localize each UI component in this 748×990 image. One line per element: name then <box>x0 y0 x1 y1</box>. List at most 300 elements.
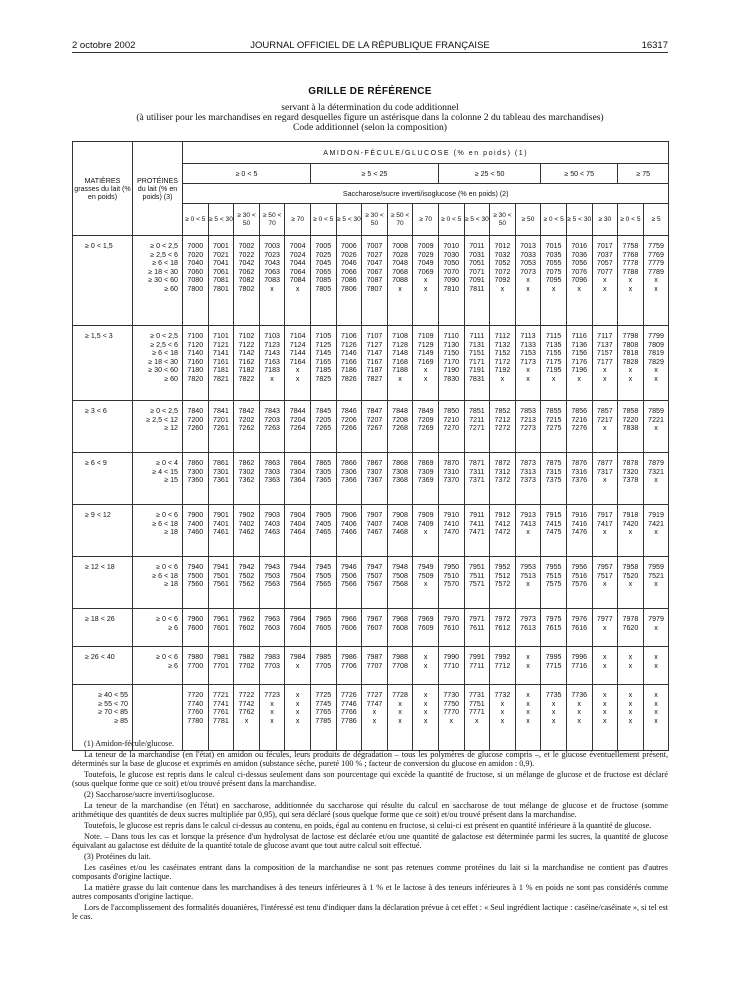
additional-code: 7572 <box>494 580 511 589</box>
additional-code: 7805 <box>315 284 332 293</box>
code-cell <box>643 236 669 326</box>
additional-code: x <box>603 528 607 537</box>
additional-code: 7056 <box>571 259 588 268</box>
protein-range: ≥ 0 < 4 <box>156 459 178 467</box>
additional-code: x <box>654 476 658 485</box>
code-cell <box>618 236 644 326</box>
additional-code: x <box>654 699 658 708</box>
protein-range <box>133 700 178 709</box>
additional-code: 7177 <box>596 357 613 366</box>
additional-code: x <box>526 661 530 670</box>
additional-code: 7013 <box>520 242 536 250</box>
additional-code: 7025 <box>315 250 332 259</box>
additional-code: 7742 <box>238 699 255 708</box>
additional-code: 7610 <box>443 623 460 632</box>
amidon-header: AMIDON-FÉCULE/GLUCOSE (% en poids) (1) <box>183 142 669 164</box>
additional-code: 7272 <box>494 424 511 433</box>
additional-code: 7042 <box>238 259 255 268</box>
additional-code: 7515 <box>545 571 562 580</box>
additional-code: 7858 <box>622 407 639 415</box>
sucre-range-5-2: ≥ 5 <box>643 204 669 236</box>
fat-range: ≥ 18 < 26 <box>85 615 115 623</box>
code-cell <box>259 505 285 557</box>
additional-code: 7145 <box>315 349 332 358</box>
additional-code: 7770 <box>443 708 460 717</box>
additional-code: 7409 <box>417 519 434 528</box>
additional-code: 7955 <box>545 563 562 571</box>
code-cell <box>259 609 285 647</box>
code-cell <box>387 609 413 647</box>
additional-code: 7160 <box>187 357 204 366</box>
protein-range: ≥ 0 < 2,5 <box>150 332 178 340</box>
additional-code: 7947 <box>366 563 383 571</box>
additional-code: 7043 <box>264 259 280 268</box>
additional-code: x <box>577 708 581 717</box>
code-cell <box>438 401 464 453</box>
fat-range: ≥ 3 < 6 <box>85 407 107 415</box>
additional-code: 7953 <box>520 563 536 571</box>
additional-code: x <box>270 708 274 717</box>
sucre-range-1-3: ≥ 30 < 50 <box>234 204 260 236</box>
code-cell <box>515 647 541 685</box>
additional-code: x <box>603 716 607 725</box>
fat-range: ≥ 1,5 < 3 <box>85 332 113 340</box>
protein-ranges-cell <box>133 236 183 326</box>
code-cell <box>438 557 464 609</box>
additional-code: 7726 <box>340 691 357 699</box>
code-cell <box>259 326 285 401</box>
additional-code: x <box>526 699 530 708</box>
additional-code: 7986 <box>340 653 357 661</box>
additional-code: 7047 <box>366 259 383 268</box>
additional-code: 7798 <box>622 332 639 340</box>
code-cell <box>438 647 464 685</box>
additional-code: 7779 <box>648 259 664 268</box>
additional-code: 7840 <box>187 407 204 415</box>
additional-code: 7165 <box>315 357 332 366</box>
code-cell <box>208 326 234 401</box>
additional-code: 7771 <box>468 708 485 717</box>
additional-code: 7968 <box>392 615 408 623</box>
code-cell <box>285 609 311 647</box>
code-cell <box>208 557 234 609</box>
additional-code: 7616 <box>571 623 588 632</box>
additional-code: 7015 <box>545 242 562 250</box>
code-cell <box>618 647 644 685</box>
protein-range: ≥ 0 < 2,5 <box>150 242 178 250</box>
code-cell <box>413 326 439 401</box>
additional-code: 7604 <box>289 623 306 632</box>
code-cell <box>566 647 592 685</box>
additional-code: x <box>526 716 530 725</box>
code-cell <box>515 326 541 401</box>
additional-code: 7007 <box>366 242 383 250</box>
additional-code: 7948 <box>392 563 408 571</box>
additional-code: 7192 <box>494 366 511 375</box>
additional-code: 7260 <box>187 424 204 433</box>
code-cell <box>541 609 567 647</box>
additional-code: 7715 <box>545 661 562 670</box>
code-cell <box>515 557 541 609</box>
additional-code: 7828 <box>622 357 639 366</box>
additional-code: 7032 <box>494 250 511 259</box>
additional-code: 7985 <box>315 653 332 661</box>
additional-code: 7847 <box>366 407 383 415</box>
additional-code: 7081 <box>213 276 229 285</box>
additional-code: 7306 <box>340 467 357 476</box>
additional-code: 7919 <box>648 511 664 519</box>
additional-code: 7735 <box>545 691 562 699</box>
additional-code: 7268 <box>392 424 408 433</box>
code-cell <box>592 557 618 609</box>
additional-code: x <box>372 708 377 717</box>
protein-ranges-cell <box>133 557 183 609</box>
protein-range: ≥ 0 < 6 <box>156 563 178 571</box>
amidon-group-1: ≥ 0 < 5 <box>183 164 311 184</box>
additional-code: x <box>603 374 607 383</box>
additional-code: 7362 <box>238 476 255 485</box>
additional-code: 7061 <box>213 267 229 276</box>
code-cell <box>464 647 490 685</box>
code-cell <box>336 609 362 647</box>
additional-code: 7096 <box>571 276 588 285</box>
code-cell <box>592 647 618 685</box>
additional-code: 7131 <box>468 340 485 349</box>
footnote-paragraph: La teneur de la marchandise (en l'état) en saccharose, additionnée du saccharose qui résulte du calcul en saccharose de tout mélange de glucose et de fructose (somme arithmétique des quantités de deux sucres multipliée par 0,95), qui sera déclaré (sous quelque forme que ce soit) et/ou trouvé présent dans la marchandise. <box>72 800 668 820</box>
code-cell <box>234 236 260 326</box>
additional-code: 7980 <box>187 653 204 661</box>
header-date: 2 octobre 2002 <box>72 40 136 51</box>
additional-code: 7164 <box>289 357 306 366</box>
additional-code: 7612 <box>494 623 511 632</box>
code-cell <box>234 609 260 647</box>
additional-code: 7903 <box>264 511 280 519</box>
additional-code: 7712 <box>494 661 511 670</box>
protein-range: ≥ 0 < 6 <box>156 653 178 661</box>
additional-code: x <box>500 284 505 293</box>
code-cell <box>490 609 516 647</box>
sucre-range-2-4: ≥ 50 < 70 <box>387 204 413 236</box>
additional-code: 7361 <box>213 476 229 485</box>
code-cell <box>183 236 209 326</box>
additional-code: 7904 <box>289 511 306 519</box>
additional-code: 7908 <box>392 511 408 519</box>
additional-code: 7861 <box>213 459 229 467</box>
additional-code: x <box>423 374 428 383</box>
code-cell <box>387 401 413 453</box>
additional-code: 7001 <box>213 242 229 250</box>
footnote-paragraph: Lors de l'accomplissement des formalités douanières, l'intéressé est tenu d'indiquer dans la déclaration prévue à cet effet : « Seul ingrédient lactique : caséine/caséinate », si tel est le cas. <box>72 902 668 922</box>
code-cell <box>464 505 490 557</box>
additional-code: 7462 <box>238 528 255 537</box>
header-rule <box>72 52 668 53</box>
sucre-range-2-5: ≥ 70 <box>413 204 439 236</box>
additional-code: 7143 <box>264 349 280 358</box>
additional-code: 7107 <box>366 332 383 340</box>
additional-code: 7113 <box>520 332 536 340</box>
additional-code: 7751 <box>468 699 485 708</box>
code-cell <box>285 401 311 453</box>
sucre-range-1-1: ≥ 0 < 5 <box>183 204 209 236</box>
additional-code: 7973 <box>520 615 536 623</box>
protein-range: ≥ 30 < 60 <box>148 276 178 285</box>
code-cell <box>592 236 618 326</box>
additional-code: x <box>526 284 530 293</box>
footnote-paragraph: (1) Amidon-fécule/glucose. <box>84 739 175 748</box>
additional-code: x <box>295 284 300 293</box>
code-cell <box>234 647 260 685</box>
additional-code: 7307 <box>366 467 383 476</box>
code-cell <box>490 236 516 326</box>
sucre-range-3-4: ≥ 50 <box>515 204 541 236</box>
additional-code: 7853 <box>520 407 536 415</box>
additional-code: 7825 <box>315 374 332 383</box>
code-cell <box>285 557 311 609</box>
code-cell <box>413 505 439 557</box>
additional-code: 7613 <box>520 623 536 632</box>
additional-code: 7267 <box>366 424 383 433</box>
code-cell <box>387 236 413 326</box>
additional-code: 7964 <box>289 615 306 623</box>
additional-code: x <box>654 374 658 383</box>
additional-code: x <box>270 284 274 293</box>
additional-code: 7077 <box>596 267 613 276</box>
additional-code: 7202 <box>238 415 255 424</box>
additional-code: 7866 <box>340 459 357 467</box>
code-cell <box>310 505 336 557</box>
additional-code: x <box>526 708 530 717</box>
additional-code: 7413 <box>520 519 536 528</box>
code-cell <box>362 609 388 647</box>
code-cell <box>541 326 567 401</box>
additional-code: 7075 <box>545 267 562 276</box>
additional-code: 7068 <box>392 267 408 276</box>
additional-code: 7060 <box>187 267 204 276</box>
additional-code: 7916 <box>571 511 588 519</box>
additional-code: 7766 <box>340 708 357 717</box>
code-cell <box>515 505 541 557</box>
code-cell <box>208 236 234 326</box>
additional-code: x <box>654 708 658 717</box>
additional-code: 7132 <box>494 340 511 349</box>
code-cell <box>515 236 541 326</box>
additional-code: 7026 <box>340 250 357 259</box>
protein-range: ≥ 6 < 18 <box>152 571 178 580</box>
code-cell <box>618 557 644 609</box>
protein-range: ≥ 6 < 18 <box>152 259 178 268</box>
additional-code: 7368 <box>392 476 408 485</box>
code-cell <box>362 505 388 557</box>
code-cell <box>490 647 516 685</box>
additional-code: 7011 <box>469 242 485 250</box>
additional-code: 7987 <box>366 653 383 661</box>
additional-code: 7707 <box>366 661 383 670</box>
additional-code: x <box>628 528 633 537</box>
additional-code: 7952 <box>494 563 511 571</box>
additional-code: 7740 <box>187 699 204 708</box>
code-cell <box>336 453 362 505</box>
additional-code: 7313 <box>520 467 536 476</box>
additional-code: 7366 <box>340 476 357 485</box>
grid-usage-note: (à utiliser pour les marchandises en regard desquelles figure un astérisque dans la colonne 2 du tableau des marchandises) <box>136 112 604 124</box>
code-cell <box>490 401 516 453</box>
additional-code: 7959 <box>648 563 664 571</box>
code-cell <box>541 401 567 453</box>
additional-code: 7123 <box>264 340 280 349</box>
additional-code: x <box>603 476 607 485</box>
additional-code: 7778 <box>622 259 639 268</box>
protein-range <box>133 691 178 700</box>
additional-code: 7035 <box>545 250 562 259</box>
table-row <box>73 236 669 326</box>
additional-code: 7809 <box>648 340 664 349</box>
additional-code: 7142 <box>238 349 255 358</box>
additional-code: 7126 <box>340 340 357 349</box>
additional-code: 7917 <box>596 511 613 519</box>
additional-code: 7167 <box>366 357 383 366</box>
additional-code: 7080 <box>187 276 204 285</box>
additional-code: 7820 <box>187 374 204 383</box>
additional-code: 7972 <box>494 615 511 623</box>
code-cell <box>592 609 618 647</box>
additional-code: 7466 <box>340 528 357 537</box>
additional-code: 7144 <box>289 349 306 358</box>
additional-code: x <box>526 653 530 661</box>
code-cell <box>541 236 567 326</box>
additional-code: 7731 <box>468 691 485 699</box>
additional-code: x <box>295 699 300 708</box>
additional-code: 7576 <box>571 580 588 589</box>
additional-code: 7209 <box>417 415 434 424</box>
additional-code: 7405 <box>315 519 332 528</box>
additional-code: 7606 <box>340 623 357 632</box>
additional-code: x <box>423 366 428 375</box>
additional-code: 7161 <box>213 357 229 366</box>
additional-code: 7768 <box>622 250 639 259</box>
additional-code: 7848 <box>392 407 408 415</box>
additional-code: 7040 <box>187 259 204 268</box>
additional-code: 7128 <box>392 340 408 349</box>
additional-code: 7173 <box>520 357 536 366</box>
additional-code: 7521 <box>648 571 664 580</box>
additional-code: x <box>295 691 300 699</box>
additional-code: 7841 <box>213 407 229 415</box>
additional-code: 7041 <box>213 259 229 268</box>
additional-code: 7276 <box>571 424 588 433</box>
additional-code: 7201 <box>213 415 229 424</box>
additional-code: x <box>423 653 428 661</box>
additional-code: 7958 <box>622 563 639 571</box>
table-row <box>73 453 669 505</box>
code-cell <box>643 505 669 557</box>
additional-code: 7317 <box>596 467 613 476</box>
code-cell <box>541 505 567 557</box>
additional-code: 7747 <box>366 699 383 708</box>
code-cell <box>208 505 234 557</box>
additional-code: 7051 <box>468 259 485 268</box>
additional-code: x <box>654 276 658 285</box>
code-cell <box>183 505 209 557</box>
additional-code: 7065 <box>315 267 332 276</box>
additional-code: 7728 <box>392 691 408 699</box>
additional-code: x <box>423 661 428 670</box>
additional-code: x <box>654 661 658 670</box>
code-cell <box>285 236 311 326</box>
additional-code: 7475 <box>545 528 562 537</box>
code-cell <box>183 609 209 647</box>
code-cell <box>413 401 439 453</box>
additional-code: 7800 <box>187 284 204 293</box>
code-cell <box>259 236 285 326</box>
additional-code: x <box>500 374 505 383</box>
code-cell <box>413 609 439 647</box>
additional-code: 7907 <box>366 511 383 519</box>
additional-code: 7983 <box>264 653 280 661</box>
additional-code: 7789 <box>648 267 664 276</box>
footnote-paragraph: Toutefois, le glucose est repris dans le calcul ci-dessus au contenu, en poids, égal au contenu en fructose, si celui-ci est présent en quantité inférieure à la quantité de glucose. <box>84 820 652 830</box>
additional-code: x <box>603 284 607 293</box>
additional-code: 7811 <box>469 284 485 293</box>
table-row <box>73 505 669 557</box>
additional-code: x <box>270 716 274 725</box>
protein-range: ≥ 6 <box>168 661 178 670</box>
additional-code: x <box>551 284 556 293</box>
additional-code: 7415 <box>545 519 562 528</box>
code-cell <box>592 453 618 505</box>
code-cell <box>566 609 592 647</box>
fat-range-cell <box>73 609 133 647</box>
additional-code: 7136 <box>571 340 588 349</box>
additional-code: 7471 <box>468 528 485 537</box>
additional-code: 7360 <box>187 476 204 485</box>
additional-code: 7605 <box>315 623 332 632</box>
protein-range: ≥ 60 <box>164 374 178 383</box>
additional-code: 7130 <box>443 340 460 349</box>
code-cell <box>362 647 388 685</box>
additional-code: 7162 <box>238 357 255 366</box>
footnotes <box>72 739 668 923</box>
additional-code: x <box>398 699 402 708</box>
additional-code: x <box>603 623 607 632</box>
additional-code: 7510 <box>443 571 460 580</box>
code-cell <box>285 453 311 505</box>
footnote-paragraph: (3) Protéines du lait. <box>84 851 151 861</box>
additional-code: 7221 <box>648 415 664 424</box>
additional-code: 7170 <box>443 357 460 366</box>
additional-code: 7067 <box>366 267 383 276</box>
additional-code: x <box>526 691 530 699</box>
code-cell <box>310 557 336 609</box>
protein-range <box>133 717 178 726</box>
additional-code: 7303 <box>264 467 280 476</box>
additional-code: 7378 <box>622 476 639 485</box>
additional-code: x <box>423 276 428 285</box>
additional-code: 7506 <box>340 571 357 580</box>
additional-code: 7027 <box>366 250 383 259</box>
additional-code: 7129 <box>417 340 434 349</box>
sucre-range-2-1: ≥ 0 < 5 <box>310 204 336 236</box>
additional-code: 7819 <box>648 349 664 358</box>
code-cell <box>618 326 644 401</box>
additional-code: 7302 <box>238 467 255 476</box>
code-cell <box>515 609 541 647</box>
additional-code: x <box>654 716 658 725</box>
additional-code: 7155 <box>545 349 562 358</box>
additional-code: 7206 <box>340 415 357 424</box>
code-cell <box>208 401 234 453</box>
additional-code: x <box>603 366 607 375</box>
code-cell <box>413 647 439 685</box>
